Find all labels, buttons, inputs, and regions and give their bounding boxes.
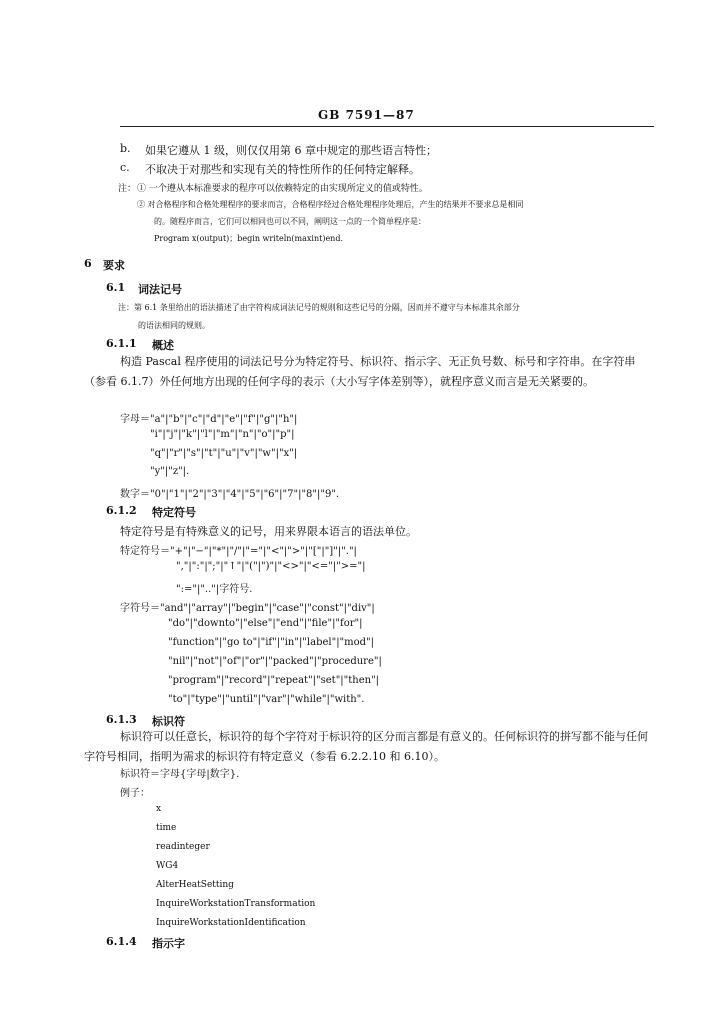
example-item: InquireWorkstationTransformation xyxy=(156,899,316,909)
item-b-text: 如果它遵从 1 级，则仅仅用第 6 章中规定的那些语言特性； xyxy=(145,144,437,157)
section-6-1-3-paragraph: 标识符可以任意长，标识符的每个字符对于标识符的区分而言都是有意义的。任何标识符的拼写都不能与任何字符号相同，指明为需求的标识符有特定意义（参看 6.2.2.10 和 6.10）。 xyxy=(84,730,648,763)
example-item: time xyxy=(156,823,177,833)
notes-label: 注： xyxy=(118,184,137,194)
example-item: AlterHeatSetting xyxy=(156,880,234,890)
word-symbols-line-1: 字符号＝"and"|"array"|"begin"|"case"|"const"|"div"| xyxy=(120,603,375,614)
examples-label: 例子： xyxy=(120,788,150,799)
word-symbols-line-2: "do"|"downto"|"else"|"end"|"file"|"for"| xyxy=(168,618,363,629)
standard-number-header: GB 7591—87 xyxy=(318,108,415,122)
example-item: WG4 xyxy=(156,861,179,871)
item-c-mark: c. xyxy=(120,161,130,174)
section-6-number: 6 xyxy=(84,257,92,270)
section-6-1-1-number: 6.1.1 xyxy=(106,337,137,350)
section-6-1-1-paragraph: 构造 Pascal 程序使用的词法记号分为特定符号、标识符、指示字、无正负号数、标号和字符串。在字符串（参看 6.1.7）外任何地方出现的任何字母的表示（大小写字体差别等），就程序意义而言是无关紧要的。 xyxy=(84,355,636,388)
letters-rule-line-1: 字母＝"a"|"b"|"c"|"d"|"e"|"f"|"g"|"h"| xyxy=(120,414,298,425)
section-6-1-2-number: 6.1.2 xyxy=(106,504,137,517)
letters-rule-line-3: "q"|"r"|"s"|"t"|"u"|"v"|"w"|"x"| xyxy=(150,448,298,459)
example-item: x xyxy=(156,804,162,814)
section-6-1-2-title: 特定符号 xyxy=(152,506,196,519)
special-symbols-line-1: 特定符号＝"+"|"−"|"*"|"/"|"="|"<"|">"|"["|"]"|"."| xyxy=(120,546,357,557)
digits-rule: 数字＝"0"|"1"|"2"|"3"|"4"|"5"|"6"|"7"|"8"|"9". xyxy=(120,489,340,500)
special-symbols-line-3: ":="|".."|字符号. xyxy=(176,584,253,595)
word-symbols-line-5: "program"|"record"|"repeat"|"set"|"then"| xyxy=(168,675,380,686)
section-6-1-4-number: 6.1.4 xyxy=(106,935,137,948)
word-symbols-line-4: "nil"|"not"|"of"|"or"|"packed"|"procedure"| xyxy=(168,656,382,667)
note-1: ① 一个遵从本标准要求的程序可以依赖特定的由实现所定义的值或特性。 xyxy=(137,184,428,194)
item-b-mark: b. xyxy=(120,142,131,155)
section-6-title: 要求 xyxy=(103,259,125,272)
section-6-1-3-number: 6.1.3 xyxy=(106,713,137,726)
section-6-1-1-title: 概述 xyxy=(152,339,174,352)
item-c-text: 不取决于对那些和实现有关的特性所作的任何特定解释。 xyxy=(145,163,420,176)
section-6-1-2-paragraph: 特定符号是有特殊意义的记号，用来界限本语言的语法单位。 xyxy=(120,525,417,538)
example-item: InquireWorkstationIdentification xyxy=(156,918,306,928)
section-6-1-number: 6.1 xyxy=(106,281,126,294)
example-item: readinteger xyxy=(156,842,210,852)
word-symbols-line-3: "function"|"go to"|"if"|"in"|"label"|"mod"| xyxy=(168,637,375,648)
special-symbols-line-2: ","|":"|";"|"↑"|"("|")"|"<>"|"<="|">="| xyxy=(176,561,366,572)
note-2-line-1: ② 对合格程序和合格处理程序的要求而言，合格程序经过合格处理程序处理后，产生的结果并不要求总是相同 xyxy=(137,200,524,209)
letters-rule-line-4: "y"|"z"|. xyxy=(150,466,190,477)
section-6-1-4-title: 指示字 xyxy=(152,937,185,950)
section-6-1-note-line-2: 的语法相同的规则。 xyxy=(138,321,210,330)
note-2-code: Program x(output)；begin writeln(maxint)end. xyxy=(154,234,343,243)
word-symbols-line-6: "to"|"type"|"until"|"var"|"while"|"with". xyxy=(168,694,365,705)
note-2-line-2: 的。随程序而言，它们可以相同也可以不同，阐明这一点的一个简单程序是： xyxy=(154,217,426,226)
header-rule xyxy=(120,126,654,127)
section-6-1-3-title: 标识符 xyxy=(152,715,185,728)
identifier-rule: 标识符＝字母{字母|数字}. xyxy=(120,769,240,780)
section-6-1-note-line-1: 注：第 6.1 条里给出的语法描述了由字符构成词法记号的规则和这些记号的分隔，因而并不遵守与本标准其余部分 xyxy=(118,303,520,312)
section-6-1-title: 词法记号 xyxy=(138,283,182,296)
letters-rule-line-2: "i"|"j"|"k"|"l"|"m"|"n"|"o"|"p"| xyxy=(150,429,295,440)
